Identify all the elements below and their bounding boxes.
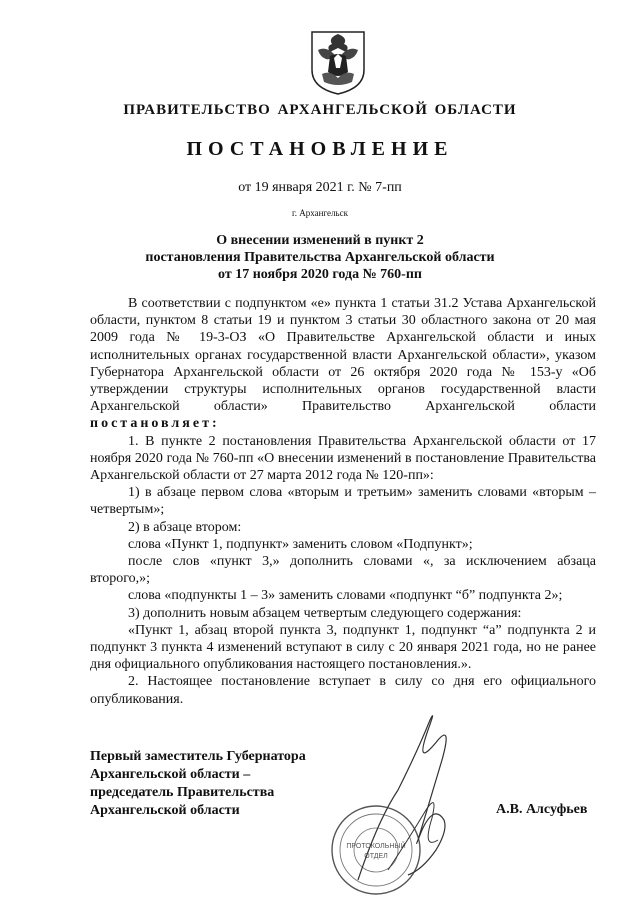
document-type: ПОСТАНОВЛЕНИЕ [186,138,454,160]
paragraph-subitem-1: 1) в абзаце первом слова «вторым и третьим» заменить словами «вторым – четвертым»; [90,485,596,518]
signatory-position [90,748,306,820]
document-body [90,295,596,708]
paragraph-subitem-2: 2) в абзаце втором: [128,519,242,535]
stamp-and-signature [318,700,478,900]
paragraph-new-text: «Пункт 1, абзац второй пункта 3, подпункт 1, подпункт “а” подпункта 2 и подпункт 3 пункта 4 изменений вступают в силу с 20 января 2021 года, но не ранее дня официального опубликования настоящего постановления.». [90,622,596,673]
position-line-4: Архангельской области [90,803,240,818]
document-city: г. Архангельск [292,208,348,218]
position-line-3: председатель Правительства [90,785,275,800]
document-subject [0,232,640,283]
paragraph-item-1: 1. В пункте 2 постановления Правительства Архангельской области от 17 ноября 2020 года № 760-пп «О внесении изменений в постановление Правительства Архангельской области от 27 марта 2012 года № 120-пп»: [90,433,596,484]
document-date-number: от 19 января 2021 г. № 7-пп [238,180,402,195]
stamp-text-line-1: ПРОТОКОЛЬНЫЙ [346,843,406,850]
stamp-text-line-2: ОТДЕЛ [364,853,388,860]
resolves-word: постановляет: [90,416,220,432]
paragraph-change-1: слова «Пункт 1, подпункт» заменить словом «Подпункт»; [128,536,473,552]
paragraph-item-2: 2. Настоящее постановление вступает в силу со дня его официального опубликования. [90,674,596,707]
paragraph-change-2: после слов «пункт 3,» дополнить словами «, за исключением абзаца второго,»; [90,554,596,587]
subject-line-3: от 17 ноября 2020 года № 760-пп [218,267,422,282]
position-line-1: Первый заместитель Губернатора [90,749,306,764]
coat-of-arms-icon [308,28,368,96]
signatory-name: А.В. Алсуфьев [496,802,588,817]
paragraph-subitem-3: 3) дополнить новым абзацем четвертым следующего содержания: [128,605,522,621]
position-line-2: Архангельской области – [90,767,251,782]
preamble-text: В соответствии с подпунктом «е» пункта 1 статьи 31.2 Устава Архангельской области, пунктом 8 статьи 19 и пунктом 3 статьи 30 областного закона от 20 мая 2009 года № 19-3-ОЗ «О Правительстве Архангельской области и иных исполнительных органах государственной власти Архангельской области», указом Губернатора Архангельской области от 26 октября 2020 года № 153-у «Об утверждении структуры исполнительных органов государственной власти Архангельской области» Правительство Архангельской области [90,296,596,415]
paragraph-change-3: слова «подпункты 1 – 3» заменить словами «подпункт “б” подпункта 2»; [128,588,563,604]
subject-line-2: постановления Правительства Архангельской области [145,250,495,265]
subject-line-1: О внесении изменений в пункт 2 [216,233,424,248]
government-name: ПРАВИТЕЛЬСТВО АРХАНГЕЛЬСКОЙ ОБЛАСТИ [123,102,517,118]
paragraph-preamble [90,295,596,433]
